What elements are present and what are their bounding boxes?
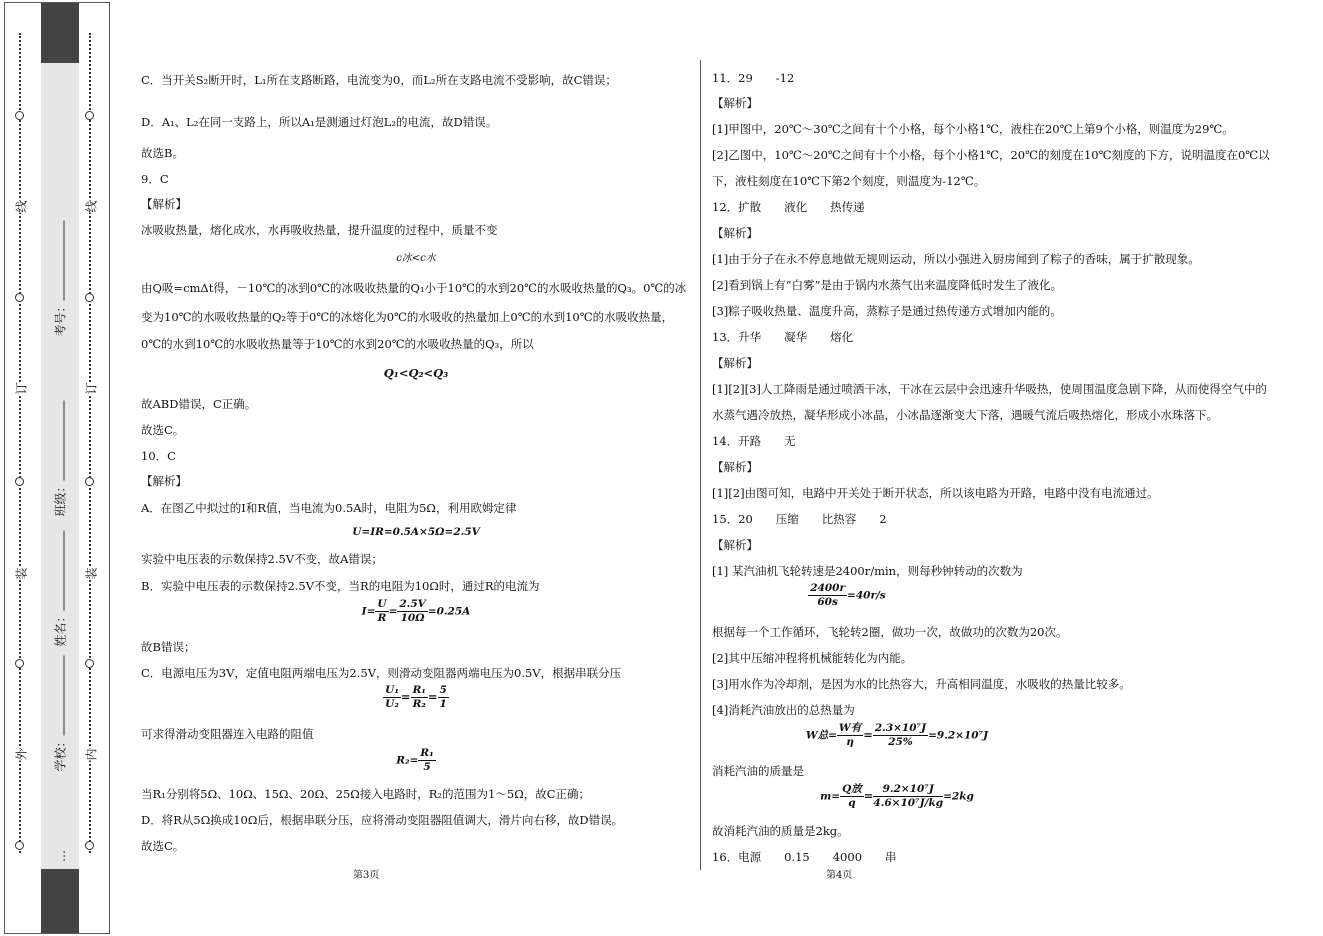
binding-hole <box>85 293 94 302</box>
text-line: [2]乙图中，10℃～20℃之间有十个小格，每个小格1℃，20℃的刻度在10℃刻度的下方，说明温度在0℃以 <box>712 148 1270 162</box>
binding-bottom-block <box>41 869 79 933</box>
text-line: C．电源电压为3V，定值电阻两端电压为2.5V，则滑动变阻器两端电压为0.5V，根据串联分压 <box>141 666 622 680</box>
analysis-heading: 【解析】 <box>712 96 758 110</box>
fraction <box>418 747 435 774</box>
column-divider <box>700 60 701 870</box>
frac-num: 5 <box>439 684 447 696</box>
eq-current-lhs: I= <box>361 605 376 618</box>
school-label: 学校： <box>53 735 68 772</box>
question-number: 15．20 压缩 比热容 2 <box>712 512 887 526</box>
frac-den: R <box>377 612 387 624</box>
exam-number-field <box>52 207 69 337</box>
fraction <box>837 722 863 749</box>
inner-mark-zhuang: 装 <box>84 567 99 580</box>
text-line: 冰吸收热量，熔化成水，水再吸收热量，提升温度的过程中，质量不变 <box>141 223 498 237</box>
class-field <box>52 387 69 517</box>
text-line: C．当开关S₂断开时，L₁所在支路断路，电流变为0，而L₂所在支路电流不受影响，故C错误； <box>141 73 617 87</box>
text-line: [1][2]由图可知，电路中开关处于断开状态，所以该电路为开路，电路中没有电流通过。 <box>712 486 1159 500</box>
inner-mark-ding: 订 <box>84 382 99 395</box>
binding-hole <box>15 841 24 850</box>
frac-num: R₁ <box>420 747 434 759</box>
text-line: [4]消耗汽油放出的总热量为 <box>712 703 855 717</box>
frac-den: U₂ <box>385 698 399 710</box>
name-label: 姓名： <box>53 610 68 647</box>
fraction <box>873 722 928 749</box>
fraction <box>411 684 428 711</box>
inner-mark-xian: 线 <box>84 200 99 213</box>
text-line: 根据每一个工作循环，飞轮转2圈，做功一次，故做功的次数为20次。 <box>712 625 1068 639</box>
frac-num: 2400r <box>810 582 846 594</box>
outer-mark-ding: 订 <box>14 382 29 395</box>
fraction <box>375 598 388 625</box>
question-number: 11．29 -12 <box>712 71 795 85</box>
text-line: 可求得滑动变阻器连入电路的阻值 <box>141 727 314 741</box>
frac-num: 2.5V <box>399 598 426 610</box>
equation-mass: m= $\frac{\text{Q放}}{q}$ = $\frac{\text{9.2×10⁷J}}{\text{4.6×10⁷J/kg}}$ =2kg <box>820 783 974 809</box>
eq-r2-lhs: R₂= <box>396 754 419 767</box>
text-line: 消耗汽油的质量是 <box>712 764 804 778</box>
eq-heat-lhs: W总= <box>805 729 837 742</box>
frac-num: U₁ <box>385 684 399 696</box>
binding-hole <box>85 477 94 486</box>
fraction <box>397 598 427 625</box>
frac-num: R₁ <box>412 684 426 696</box>
eq-heat-rhs: =9.2×10⁷J <box>928 729 989 742</box>
outer-dotted-line <box>19 33 21 853</box>
fraction <box>840 783 864 810</box>
equation-specific-heat: c冰<c水 <box>396 253 436 264</box>
inner-dotted-line <box>89 33 91 853</box>
text-line: 下，液柱刻度在10℃下第2个刻度，则温度为-12℃。 <box>712 174 986 188</box>
frac-den: R₂ <box>412 698 426 710</box>
text-line: [2]其中压缩冲程将机械能转化为内能。 <box>712 651 913 665</box>
binding-ellipsis: … <box>54 850 68 862</box>
binding-hole <box>15 111 24 120</box>
text-line: 当R₁分别将5Ω、10Ω、15Ω、20Ω、25Ω接入电路时，R₂的范围为1～5Ω，故C正确； <box>141 787 591 801</box>
frac-num: Q放 <box>842 783 862 795</box>
analysis-heading: 【解析】 <box>141 197 187 211</box>
text-line: [3]用水作为冷却剂，是因为水的比热容大，升高相同温度，水吸收的热量比较多。 <box>712 677 1131 691</box>
text-line: D．将R从5Ω换成10Ω后，根据串联分压，应将滑动变阻器阻值调大，滑片向右移，故D错误。 <box>141 813 624 827</box>
frac-den: 60s <box>817 596 838 608</box>
text-line: [3]粽子吸收热量、温度升高，蒸粽子是通过热传递方式增加内能的。 <box>712 304 1062 318</box>
text-line: 故选C。 <box>141 839 185 853</box>
frac-den: 1 <box>439 698 447 710</box>
eq-rotation-rhs: =40r/s <box>847 589 886 602</box>
equation-rotation <box>712 582 982 609</box>
equation-ohm: U=IR=0.5A×5Ω=2.5V <box>352 526 480 538</box>
text-line: [1] 某汽油机飞轮转速是2400r/min，则每秒钟转动的次数为 <box>712 564 1023 578</box>
text-line: [1]甲图中，20℃～30℃之间有十个小格，每个小格1℃，液柱在20℃上第9个小格，则温度为29℃。 <box>712 122 1234 136</box>
equation-heat-order: Q₁<Q₂<Q₃ <box>383 366 449 380</box>
frac-num: W有 <box>838 722 862 734</box>
outer-mark-xian: 线 <box>14 200 29 213</box>
text-line: 水蒸气遇冷放热，凝华形成小冰晶，小冰晶逐渐变大下落，遇暖气流后吸热熔化，形成小水珠落下。 <box>712 408 1218 422</box>
question-number: 9．C <box>141 172 169 186</box>
fraction <box>873 783 943 810</box>
eq-equals: = <box>388 605 398 618</box>
text-line: [1][2][3]人工降雨是通过喷洒干冰，干冰在云层中会迅速升华吸热，使周围温度急剧下降，从而使得空气中的 <box>712 382 1267 396</box>
binding-hole <box>15 659 24 668</box>
question-number: 10．C <box>141 449 176 463</box>
text-line: 故ABD错误，C正确。 <box>141 397 257 411</box>
question-number: 16．电源 0.15 4000 串 <box>712 850 897 864</box>
text-line: 变为10℃的水吸收热量的Q₂等于0℃的冰熔化为0℃的水吸收的热量加上0℃的水到10℃的水吸收热量， <box>141 310 674 324</box>
eq-current-rhs: =0.25A <box>427 605 471 618</box>
question-number: 14．开路 无 <box>712 434 796 448</box>
binding-hole <box>15 293 24 302</box>
text-line: B．实验中电压表的示数保持2.5V不变，当R的电阻为10Ω时，通过R的电流为 <box>141 579 540 593</box>
text-line: 故选C。 <box>141 423 185 437</box>
binding-hole <box>85 111 94 120</box>
fraction <box>383 684 401 711</box>
text-line: [1]由于分子在永不停息地做无规则运动，所以小强进入厨房闻到了粽子的香味，属于扩散现象。 <box>712 252 1200 266</box>
frac-num: 9.2×10⁷J <box>873 783 943 797</box>
equation-voltage-ratio: $\frac{\text{U₁}}{\text{U₂}}$ = $\frac{\text{R₁}}{\text{R₂}}$ = $\frac{5}{1}$ <box>385 684 447 710</box>
eq-mass-rhs: =2kg <box>943 790 974 803</box>
text-line: 由Q吸=cmΔt得，－10℃的冰到0℃的冰吸收热量的Q₁小于10℃的水到20℃的水吸收热量的Q₃。0℃的冰 <box>141 281 687 295</box>
question-number: 13．升华 凝华 熔化 <box>712 330 854 344</box>
text-line: 实验中电压表的示数保持2.5V不变，故A错误； <box>141 552 383 566</box>
page-number-3: 第3页 <box>353 870 380 881</box>
frac-num: 2.3×10⁷J <box>874 722 927 734</box>
question-number: 12．扩散 液化 热传递 <box>712 200 865 214</box>
page-number-4: 第4页 <box>826 870 853 881</box>
binding-hole <box>85 659 94 668</box>
name-field <box>52 517 69 647</box>
frac-den: η <box>846 736 854 748</box>
text-line: 故选B。 <box>141 146 184 160</box>
class-label: 班级： <box>53 480 68 517</box>
outer-mark-wai: 外 <box>14 748 29 761</box>
binding-hole <box>85 841 94 850</box>
fraction <box>438 684 449 711</box>
text-line: D．A₁、L₂在同一支路上，所以A₁是测通过灯泡L₂的电流，故D错误。 <box>141 115 498 129</box>
eq-mass-lhs: m= <box>820 790 841 803</box>
analysis-heading: 【解析】 <box>141 474 187 488</box>
frac-den: q <box>848 797 856 809</box>
equation-r2 <box>141 747 691 774</box>
frac-den: 25% <box>888 736 913 748</box>
inner-mark-nei: 内 <box>84 748 99 761</box>
analysis-heading: 【解析】 <box>712 538 758 552</box>
binding-margin <box>4 2 110 934</box>
text-line: 故B错误； <box>141 640 196 654</box>
binding-hole <box>15 477 24 486</box>
text-line: 0℃的水到10℃的水吸收热量等于10℃的水到20℃的水吸收热量的Q₃，所以 <box>141 337 534 351</box>
school-field <box>52 642 69 772</box>
equation-current <box>141 598 691 625</box>
frac-num: U <box>377 598 387 610</box>
binding-top-block <box>41 3 79 63</box>
frac-den: 5 <box>423 761 431 773</box>
analysis-heading: 【解析】 <box>712 460 758 474</box>
analysis-heading: 【解析】 <box>712 356 758 370</box>
fraction <box>808 582 847 609</box>
equation-total-heat: W总= $\frac{\text{W有}}{\eta}$ = $\frac{\text{2.3×10⁷J}}{25\%}$ =9.2×10⁷J <box>805 722 989 748</box>
text-line: 故消耗汽油的质量是2kg。 <box>712 824 849 838</box>
text-line: A．在图乙中拟过的I和R值，当电流为0.5A时，电阻为5Ω，利用欧姆定律 <box>141 501 517 515</box>
frac-den: 10Ω <box>400 612 425 624</box>
analysis-heading: 【解析】 <box>712 226 758 240</box>
text-line: [2]看到锅上有“白雾”是由于锅内水蒸气出来温度降低时发生了液化。 <box>712 278 1063 292</box>
outer-mark-zhuang: 装 <box>14 567 29 580</box>
frac-den: 4.6×10⁷J/kg <box>873 797 944 809</box>
exam-number-label: 考号： <box>53 300 68 337</box>
